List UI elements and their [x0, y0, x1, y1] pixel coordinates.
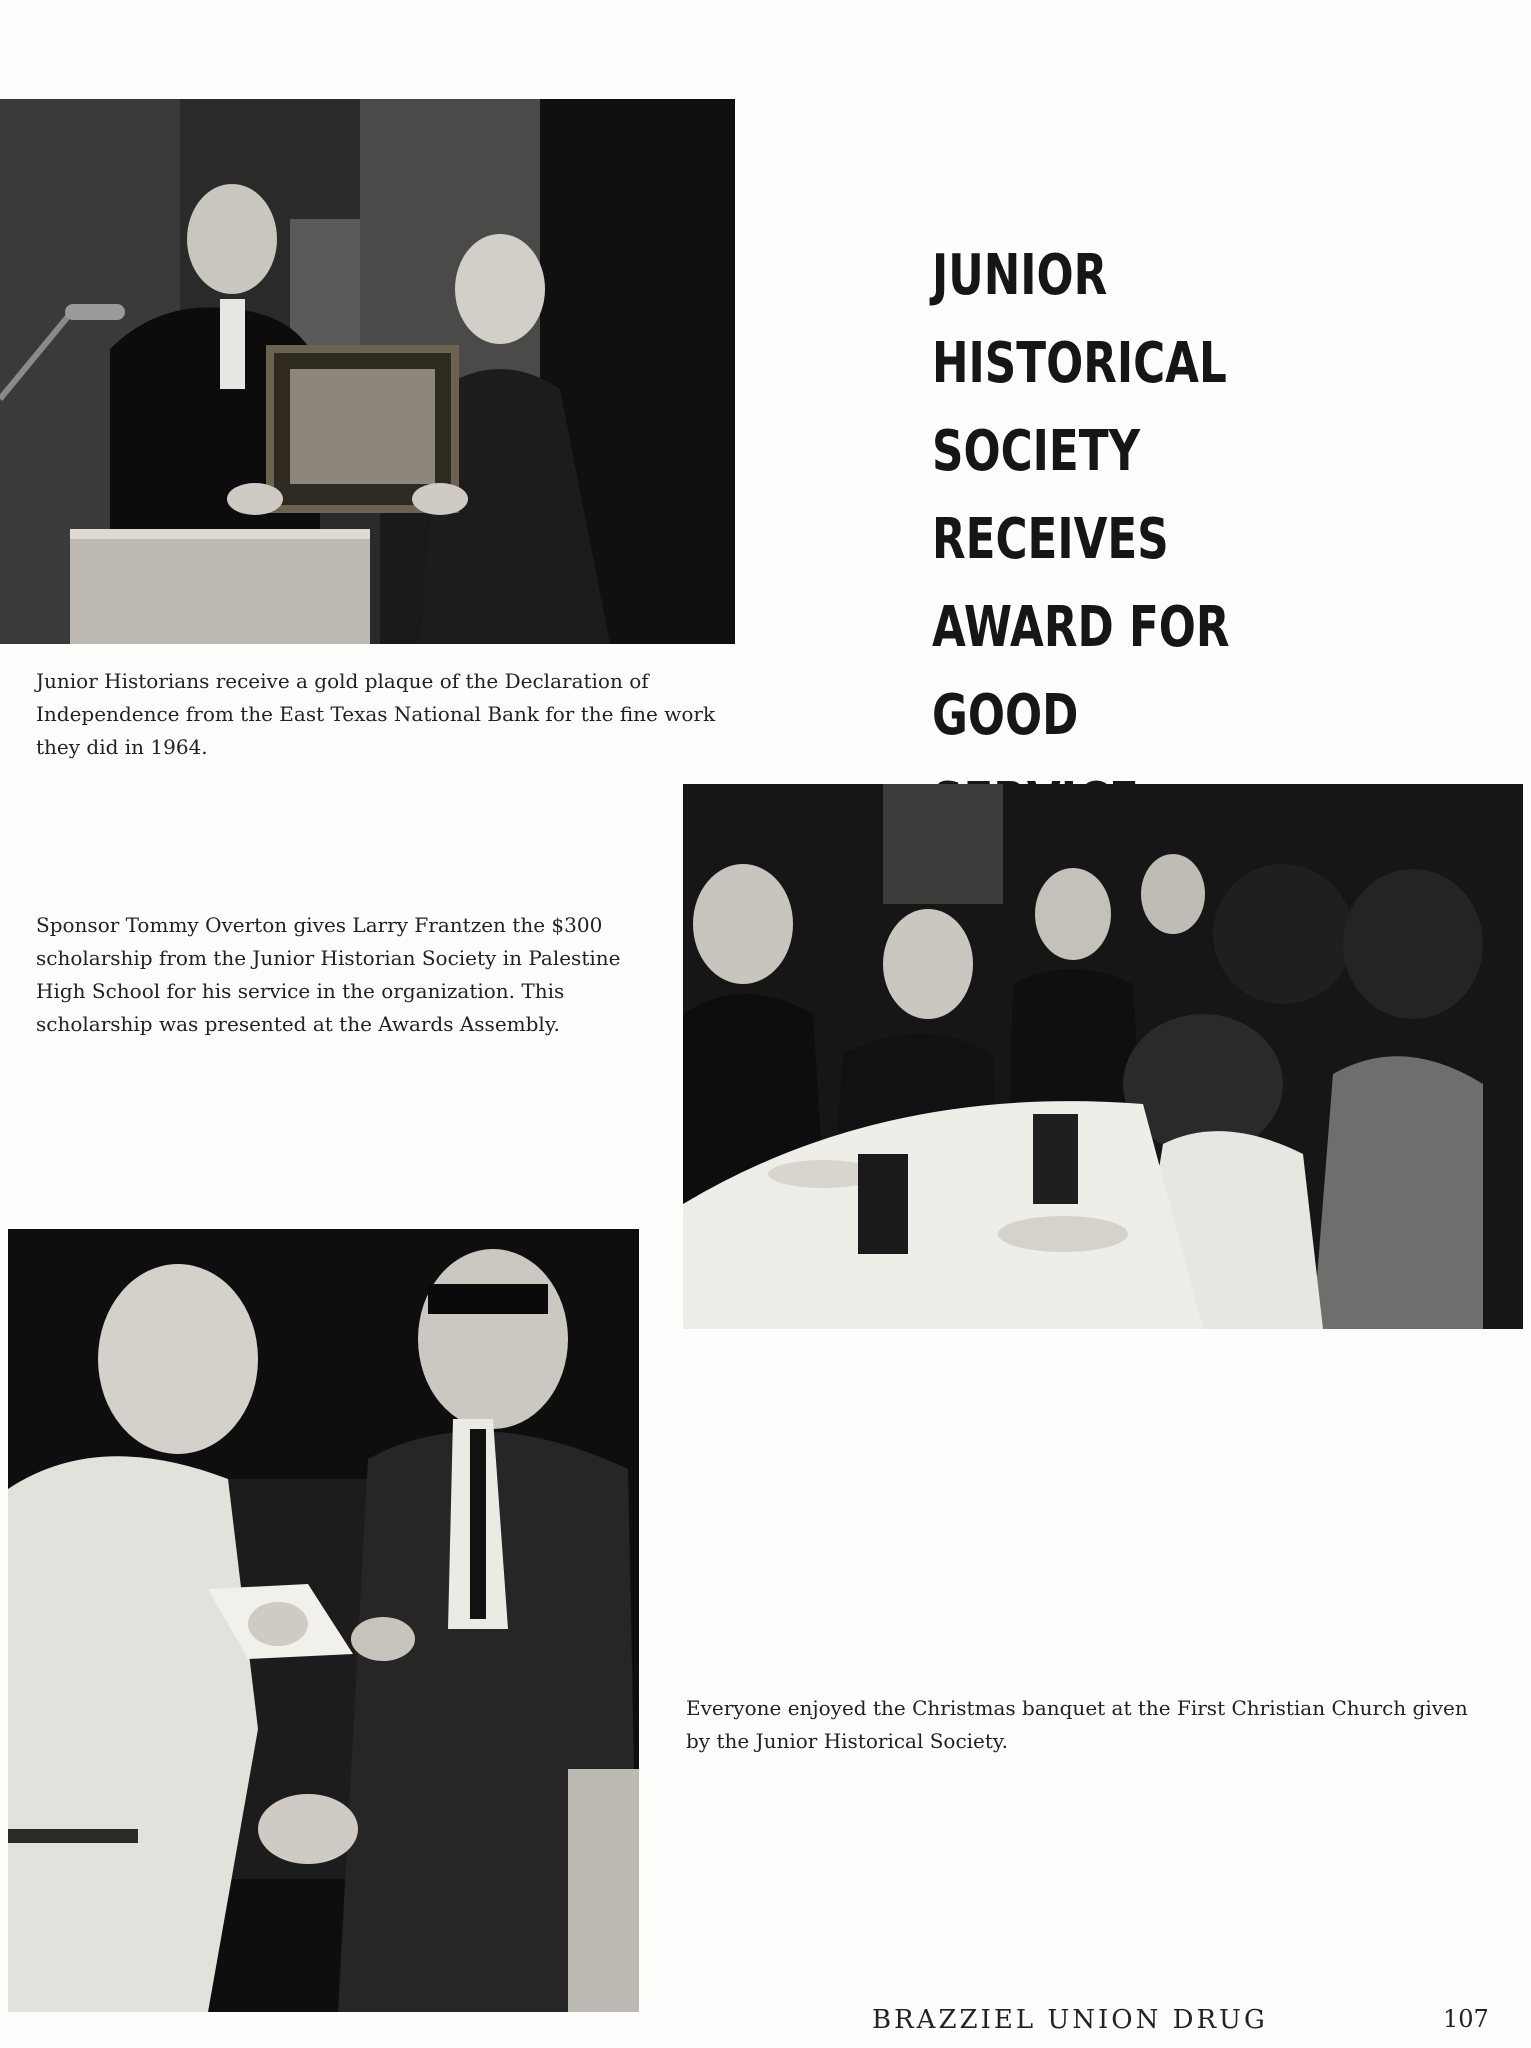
banquet-photo-caption: Everyone enjoyed the Christmas banquet at the First Christian Church given by the Junior Historical Society.	[686, 1696, 1468, 1753]
christmas-banquet-photo	[683, 784, 1523, 1329]
christmas-banquet-image	[683, 784, 1523, 1329]
scholarship-photo-caption: Sponsor Tommy Overton gives Larry Frantzen the $300 scholarship from the Junior Historian Society in Palestine High School for his service in the organization. This scholarship was presented at the Awards Assembly.	[36, 913, 621, 1036]
plaque-presentation-photo	[0, 99, 735, 644]
sponsor-footer: BRAZZIEL UNION DRUG	[872, 2005, 1268, 2035]
scholarship-handshake-image	[8, 1229, 639, 2012]
plaque-photo-caption: Junior Historians receive a gold plaque of the Declaration of Independence from the East Texas National Bank for the fine work they did in 1964.	[36, 669, 716, 759]
scholarship-handshake-photo	[8, 1229, 639, 2012]
page-headline: JUNIOR HISTORICAL SOCIETY RECEIVES AWARD FOR GOOD	[932, 243, 1230, 748]
plaque-presentation-image	[0, 99, 735, 644]
page-number: 107	[1443, 2005, 1489, 2033]
